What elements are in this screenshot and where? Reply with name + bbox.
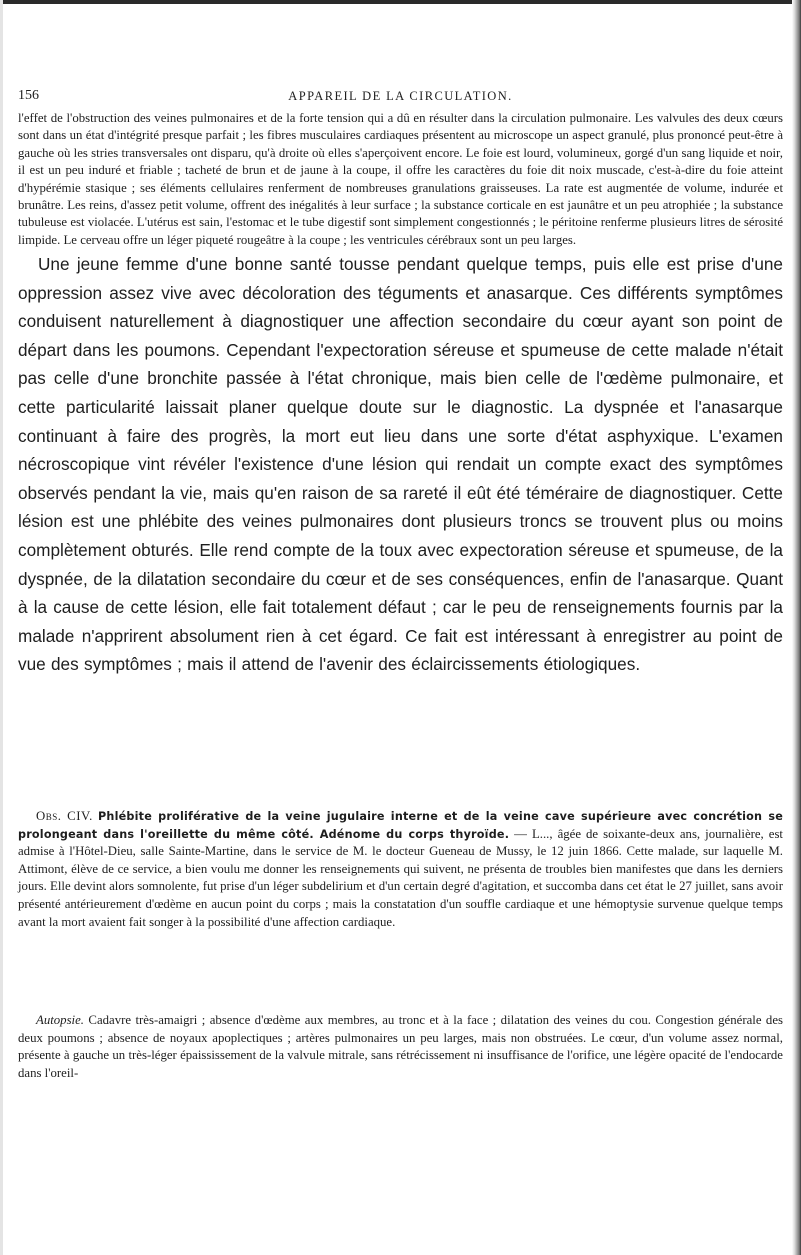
paragraph-autopsy-continued: l'effet de l'obstruction des veines pulmonaires et de la forte tension qui a dû en résulter dans la circulation pulmonaire. Les valvules des deux cœurs sont dans un état d'intégrité presque parfait ; les fibres musculaires cardiaques présentent au microscope un aspect granulé, plus prononcé peut-être à gauche où les stries transversales ont disparu, qu'à droite où elles s'aperçoivent encore. Le foie est lourd, volumineux, gorgé d'un sang liquide et noir, il est un peu induré et friable ; tacheté de brun et de jaune à la coupe, il offre les caractères du foie dit noix muscade, c'est-à-dire du foie atteint d'hypérémie stasique ; ses éléments cellulaires renferment de nombreuses granulations graisseuses. La rate est augmentée de volume, indurée et brunâtre. Les reins, d'assez petit volume, offrent des inégalités à leur surface ; la substance corticale en est jaunâtre et un peu atrophiée ; la substance tubuleuse est violacée. L'utérus est sain, l'estomac et le tube digestif sont simplement congestionnés ; le péritoine renferme plusieurs litres de sérosité limpide. Le cerveau offre un léger piqueté rougeâtre à la coupe ; les ventricules cérébraux sont un peu larges. <box>18 111 783 247</box>
autopsy-paragraph <box>18 1012 783 1082</box>
page-header <box>18 88 783 108</box>
observation-title: Phlébite proliférative de la veine jugulaire interne et de la veine cave supérieure avec concrétion se prolongeant dans l'oreillette du même côté. Adénome du corps thyroïde. <box>18 810 784 841</box>
paragraph-commentary: Une jeune femme d'une bonne santé tousse pendant quelque temps, puis elle est prise d'une oppression assez vive avec décoloration des téguments et anasarque. Ces différents symptômes conduisent naturellement à diagnostiquer une affection secondaire du cœur ayant son point de départ dans les poumons. Cependant l'expectoration séreuse et spumeuse de cette malade n'était pas celle d'une bronchite passée à l'état chronique, mais bien celle de l'œdème pulmonaire, et cette particularité laissait planer quelque doute sur le diagnostic. La dyspnée et l'anasarque continuant à faire des progrès, la mort eut lieu dans une sorte d'état asphyxique. L'examen nécroscopique vint révéler l'existence d'une lésion qui rendait un compte exact des symptômes observés pendant la vie, mais qu'en raison de sa rareté il eût été téméraire de diagnostiquer. Cette lésion est une phlébite des veines pulmonaires dont plusieurs troncs se trouvent plus ou moins complètement obturés. Elle rend compte de la toux avec expectoration séreuse et spumeuse, de la dyspnée, de la dilatation secondaire du cœur et de ses conséquences, enfin de l'anasarque. Quant à la cause de cette lésion, elle fait totalement défaut ; car le peu de renseignements fournis par la malade n'apprirent absolument rien à cet égard. Ce fait est intéressant à enregistrer au point de vue des symptômes ; mais il attend de l'avenir des éclaircissements étiologiques. <box>18 254 783 675</box>
page-number: 156 <box>18 88 39 103</box>
scan-top-border <box>0 0 801 4</box>
running-title: APPAREIL DE LA CIRCULATION. <box>288 89 513 103</box>
observation-label: Obs. CIV. <box>36 809 93 823</box>
scan-right-edge <box>792 0 801 1255</box>
observation-paragraph <box>18 808 783 931</box>
scan-left-edge <box>0 0 3 1255</box>
autopsy-body: Cadavre très-amaigri ; absence d'œdème aux membres, au tronc et à la face ; dilatation des veines du cou. Congestion générale des deux poumons ; absence de noyaux apoplectiques ; artères pulmonaires un peu larges, mais non obstruées. Le cœur, d'un volume assez normal, présente à gauche un très-léger épaississement de la valvule mitrale, sans rétrécissement ni insuffisance de l'orifice, une légère opacité de l'endocarde dans l'oreil- <box>18 1013 783 1080</box>
autopsy-label: Autopsie. <box>36 1013 84 1027</box>
observation-body: — L..., âgée de soixante-deux ans, journalière, est admise à l'Hôtel-Dieu, salle Sainte-Martine, dans le service de M. le docteur Gueneau de Mussy, le 12 juin 1866. Cette malade, sur laquelle M. Attimont, élève de ce service, a bien voulu me donner les renseignements qui suivent, ne présenta de troubles bien manifestes que dans les derniers jours. Elle devint alors somnolente, fut prise d'un léger subdelirium et d'un certain degré d'agitation, et succomba dans cet état le 27 juillet, sans avoir présenté antérieurement d'œdème en aucun point du corps ; mais la constatation d'un souffle cardiaque et une hémoptysie survenue quelque temps avant la mort avaient fait songer à la possibilité d'une affection cardiaque. <box>18 826 783 929</box>
